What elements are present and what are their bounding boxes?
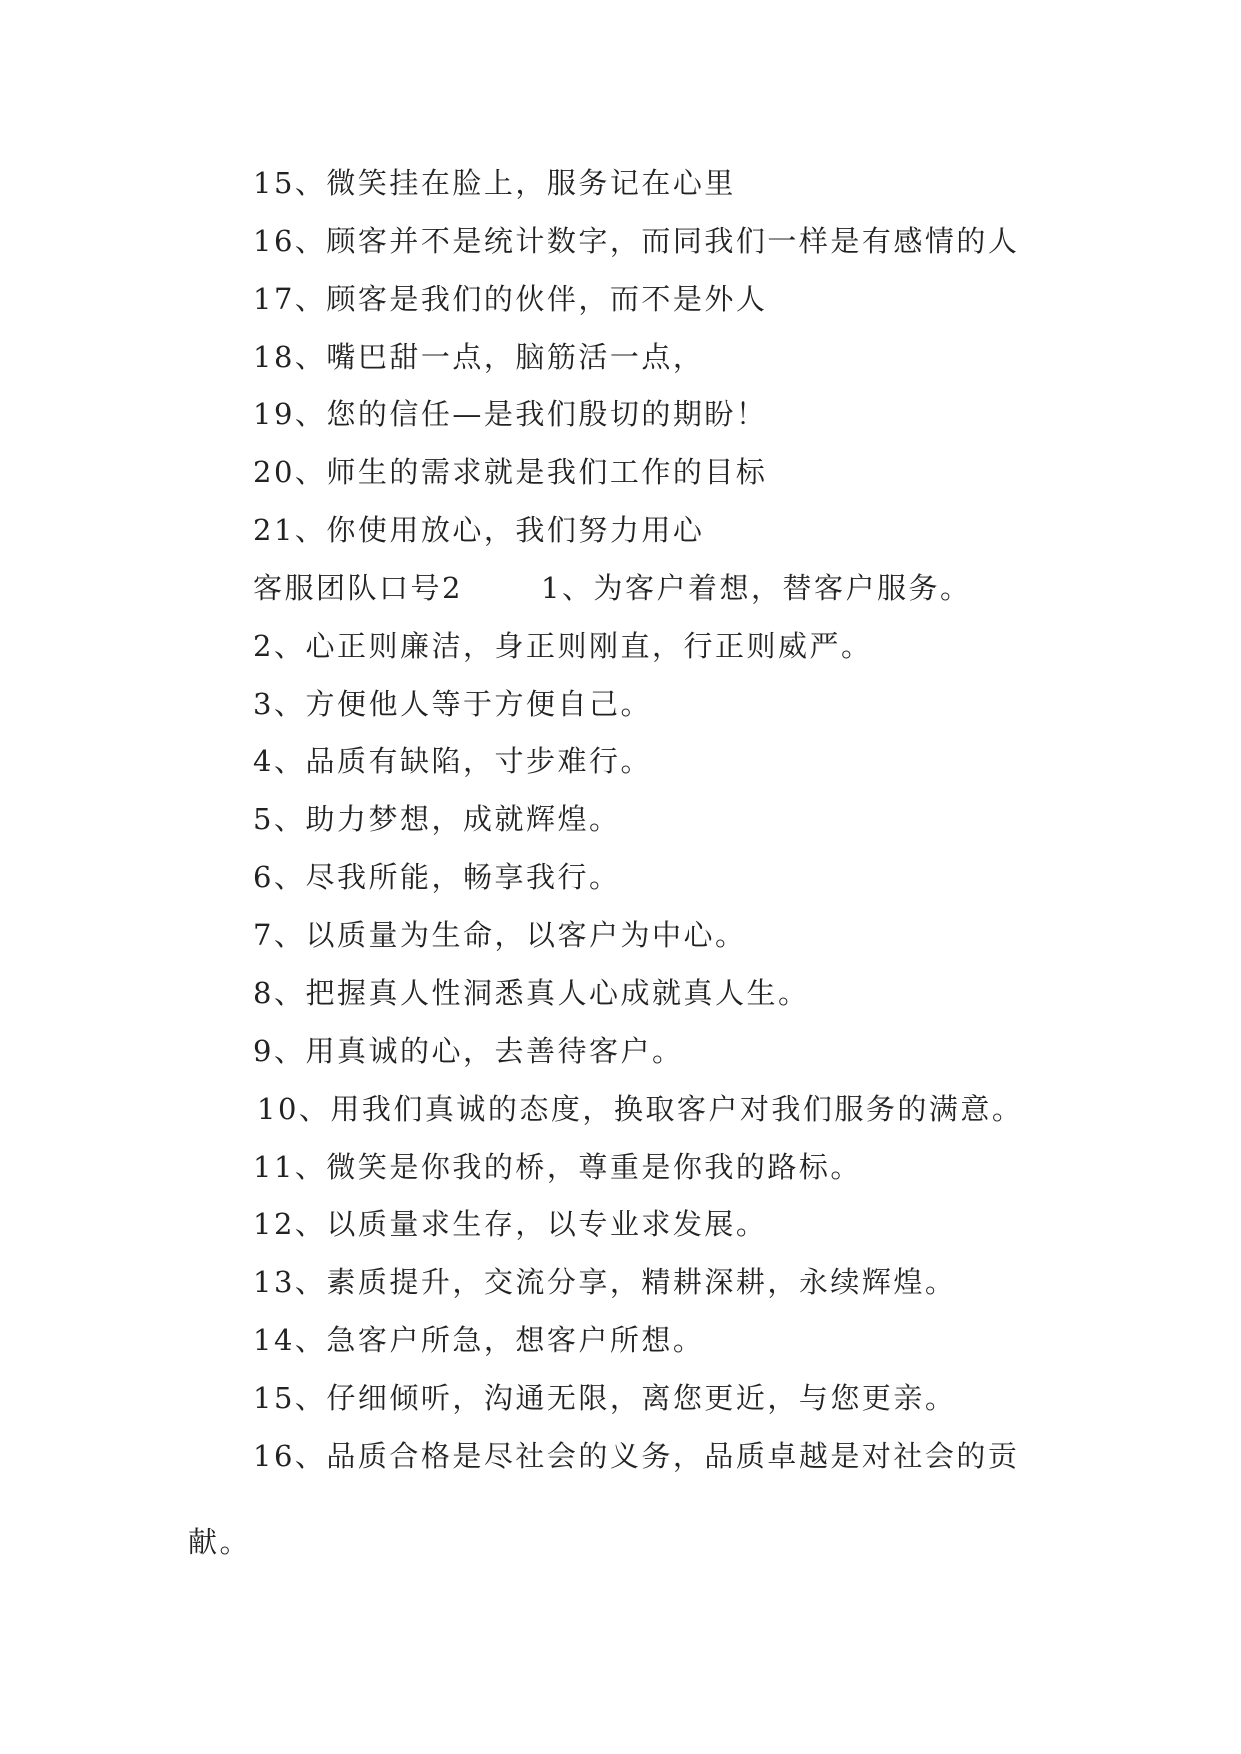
- slogan-line: 14、急客户所急，想客户所想。: [253, 1323, 705, 1357]
- slogan-line: 12、以质量求生存，以专业求发展。: [253, 1207, 768, 1241]
- slogan-line: 15、微笑挂在脸上，服务记在心里: [253, 166, 736, 200]
- slogan-line: 7、以质量为生命，以客户为中心。: [253, 918, 747, 952]
- slogan-line: 19、您的信任—是我们殷切的期盼！: [253, 397, 768, 431]
- slogan-line: 16、品质合格是尽社会的义务，品质卓越是对社会的贡: [253, 1439, 1020, 1473]
- slogan-line: 20、师生的需求就是我们工作的目标: [253, 455, 768, 489]
- slogan-line: 21、你使用放心，我们努力用心: [253, 513, 705, 547]
- slogan-line: 6、尽我所能，畅享我行。: [253, 860, 621, 894]
- slogan-line: 9、用真诚的心，去善待客户。: [253, 1034, 684, 1068]
- slogan-line: 5、助力梦想，成就辉煌。: [253, 802, 621, 836]
- slogan-line: 8、把握真人性洞悉真人心成就真人生。: [253, 976, 810, 1010]
- slogan-line: 11、微笑是你我的桥，尊重是你我的路标。: [253, 1150, 862, 1184]
- slogan-line: 15、仔细倾听，沟通无限，离您更近，与您更亲。: [253, 1381, 957, 1415]
- slogan-line: 1、为客户着想，替客户服务。: [541, 571, 972, 605]
- slogan-line: 16、顾客并不是统计数字，而同我们一样是有感情的人: [253, 224, 1020, 258]
- slogan-line: 4、品质有缺陷，寸步难行。: [253, 744, 652, 778]
- section-heading: 客服团队口号2: [253, 571, 463, 605]
- slogan-line: 10、用我们真诚的态度，换取客户对我们服务的满意。: [257, 1092, 1024, 1126]
- slogan-line: 13、素质提升，交流分享，精耕深耕，永续辉煌。: [253, 1265, 957, 1299]
- slogan-line: 17、顾客是我们的伙伴，而不是外人: [253, 282, 768, 316]
- slogan-line-continuation: 献。: [188, 1525, 252, 1559]
- slogan-line: 18、嘴巴甜一点，脑筋活一点，: [253, 340, 705, 374]
- slogan-line: 2、心正则廉洁，身正则刚直，行正则威严。: [253, 629, 873, 663]
- slogan-line: 3、方便他人等于方便自己。: [253, 687, 652, 721]
